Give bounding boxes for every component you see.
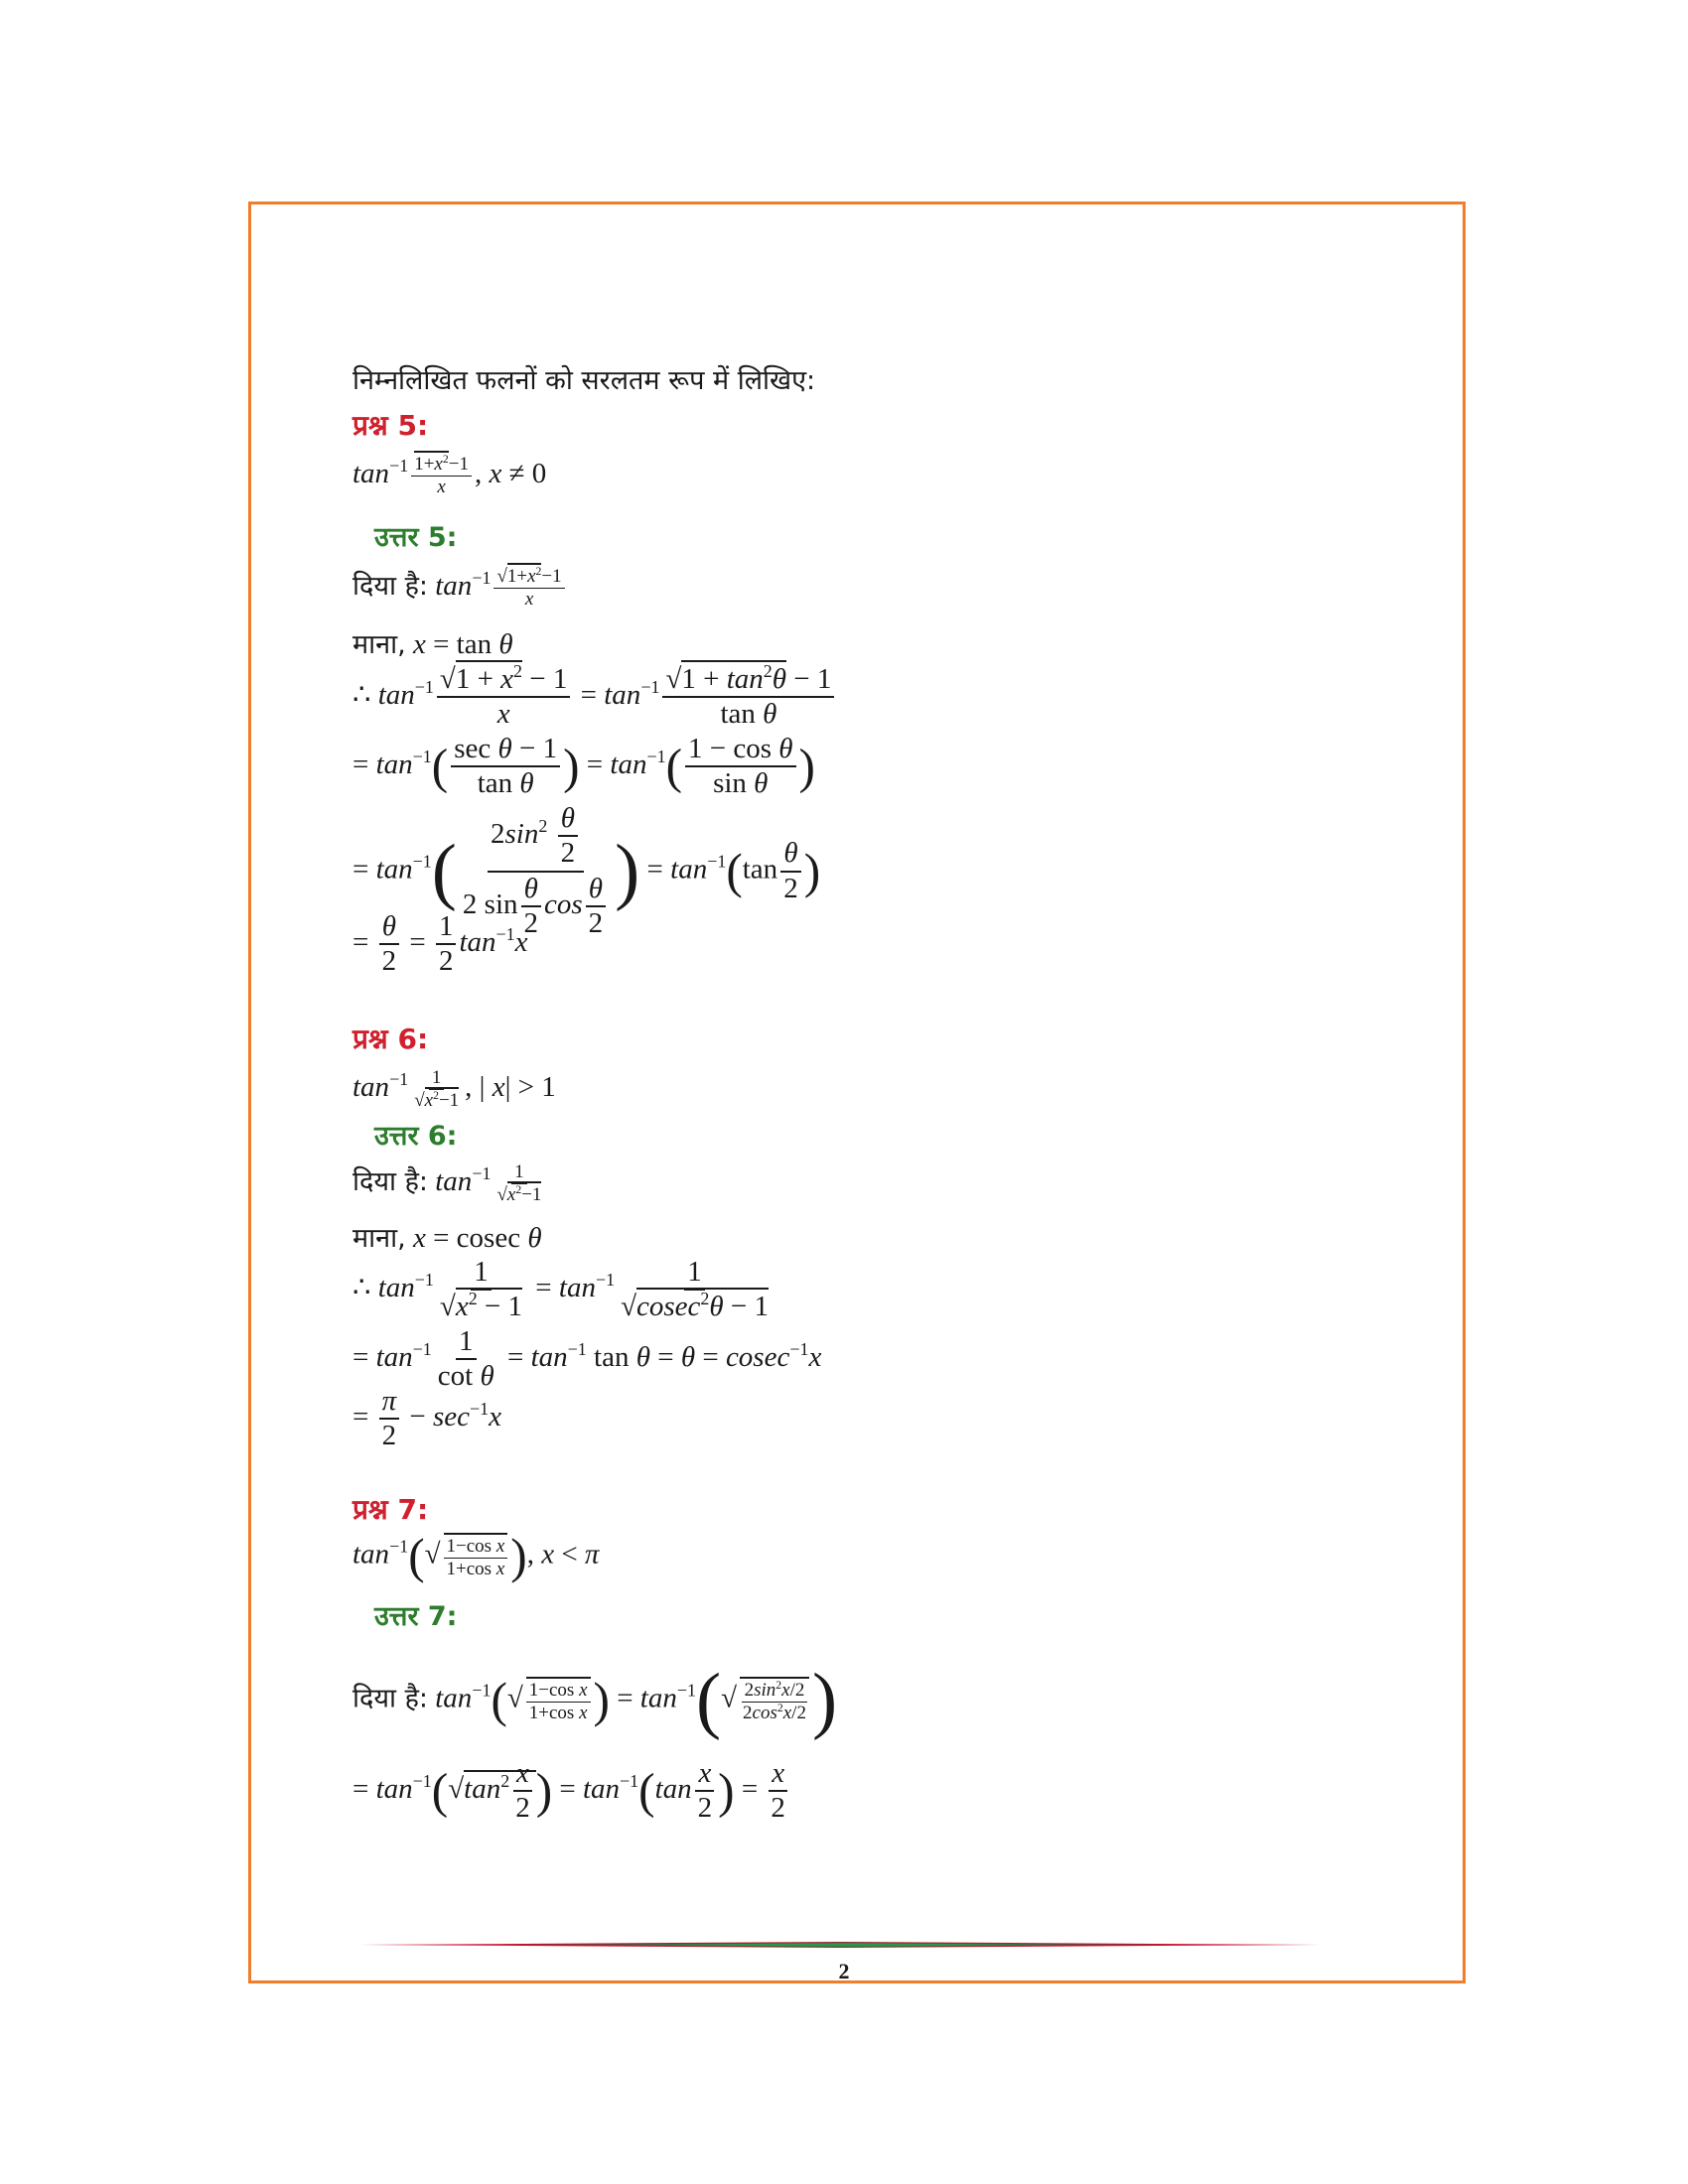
let-label: माना, xyxy=(352,1223,406,1254)
page-number: 2 xyxy=(838,1959,850,1983)
answer-5-given: दिया है: $\tan^{-1}$ $\frac{√1+x^2-1}{x}$ xyxy=(352,566,568,611)
answer-5-let: माना, x = tan θ xyxy=(352,628,513,660)
question-6-heading: प्रश्न 6: xyxy=(352,1023,429,1055)
question-6-expression: $\tan^{-1}$ $\frac{1}{√x^2-1}$ , | x| > 1 xyxy=(352,1067,556,1111)
answer-6-step-3: = $\frac{\pi}{2}$ − $\sec^{-1}x$ xyxy=(352,1385,502,1452)
given-label: दिया है: xyxy=(352,1166,428,1197)
answer-6-step-1: ∴ $\tan^{-1}$ $\frac{1}{√x^2 - 1}$ = $\tan^{-1}$ $\frac{1}{√cosec^2\theta - 1}$ xyxy=(352,1256,769,1323)
answer-5-heading: उत्तर 5: xyxy=(374,522,458,553)
question-5-expression: $\tan^{-1}$ $\frac{1+x^2-1}{x}$ , x ≠ 0 xyxy=(352,452,547,497)
answer-5-step-1: ∴ $\tan^{-1}$ $\frac{√1 + x^2 - 1}{x}$ = $\tan^{-1}$ $\frac{√1 + \tan^2\theta - 1}{\text{tan θ}}$ xyxy=(352,663,837,732)
answer-6-heading: उत्तर 6: xyxy=(374,1121,458,1152)
question-5-heading: प्रश्न 5: xyxy=(352,409,429,442)
answer-5-step-3: = $\tan^{-1}$( $2\sin^2$ $\frac{\theta}{2}$ 2 sin $\frac{\theta}{2}$ cos $\frac{\theta}{2}$ ) = $\tan^{-1}(\tan$ $\frac{\theta}{2}$ ) xyxy=(352,802,821,940)
given-label: दिया है: xyxy=(352,1683,428,1714)
answer-6-step-2: = $\tan^{-1}$ $\frac{1}{\text{cot θ}}$ = $\tan^{-1} \tan \theta = \theta = cosec^{-1}x$ xyxy=(352,1325,822,1393)
question-7-heading: प्रश्न 7: xyxy=(352,1493,429,1526)
answer-5-step-4: = $\frac{\theta}{2}$ = $\frac{1}{2}$ $\tan^{-1}x$ xyxy=(352,910,528,978)
let-label: माना, xyxy=(352,629,406,660)
answer-5-step-2: = $\tan^{-1}$( $\frac{\text{sec θ − 1}}{\text{tan θ}}$ ) = $\tan^{-1}$( $\frac{\text{1 − cos θ}}{\text{sin θ}}$ ) xyxy=(352,733,815,800)
footer-divider xyxy=(359,1942,1321,1948)
answer-6-given: दिया है: $\tan^{-1}$ $\frac{1}{√x^2-1}$ xyxy=(352,1161,542,1205)
answer-7-step-1: दिया है: $\tan^{-1}(√$ $\frac{\text{1−cos x}}{\text{1+cos x}}$ ) = $\tan^{-1}(√$ $\frac{2\sin^2x/2}{2\cos^2x/2}$ ) xyxy=(352,1659,838,1741)
answer-7-step-2: = $\tan^{-1}(√\tan^2$ $\frac{x}{2}$ ) = $\tan^{-1}(\tan$ $\frac{x}{2}$ ) = $\frac{x}{2}$ xyxy=(352,1757,791,1826)
answer-6-let: माना, x = cosec θ xyxy=(352,1222,542,1254)
question-7-expression: $\tan^{-1}(√$ $\frac{\text{1−cos x}}{\text{1+cos x}}$ ), x < π xyxy=(352,1529,600,1583)
given-label: दिया है: xyxy=(352,571,428,602)
instruction-text: निम्नलिखित फलनों को सरलतम रूप में लिखिए: xyxy=(352,365,816,396)
answer-7-heading: उत्तर 7: xyxy=(374,1601,458,1632)
